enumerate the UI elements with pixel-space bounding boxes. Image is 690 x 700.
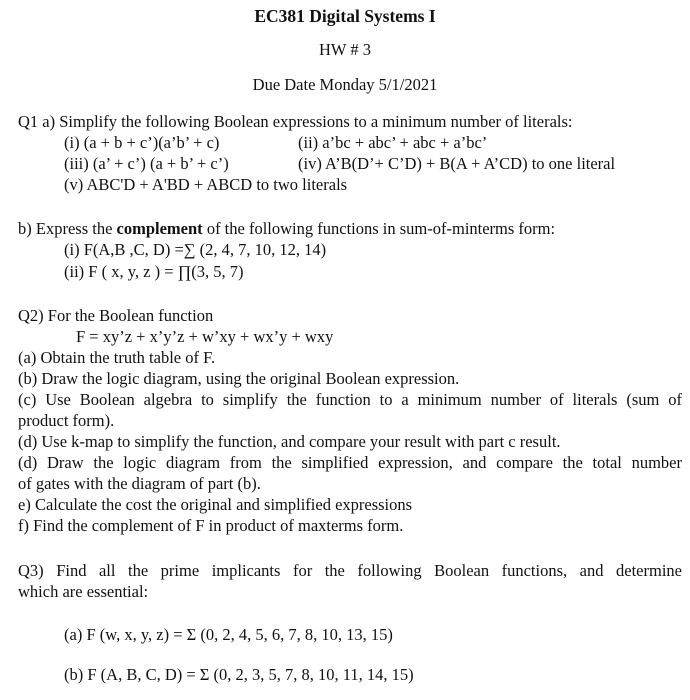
q1a-intro: Q1 a) Simplify the following Boolean expressions to a minimum number of literals: [18,112,573,131]
q2-function: F = xy’z + x’y’z + w’xy + wx’y + wxy [76,327,334,346]
q1a-item-i: (i) (a + b + c’)(a’b’ + c) [64,133,220,152]
q2-part-d2-line2: of gates with the diagram of part (b). [18,474,261,493]
q1b-prefix: b) Express the [18,219,117,238]
q2-part-c-line1: (c) Use Boolean algebra to simplify the function to a minimum number of literals (sum of [18,390,682,409]
q2-intro: Q2) For the Boolean function [18,306,214,325]
q1a-item-iv: (iv) A’B(D’+ C’D) + B(A + A’CD) to one literal [298,154,616,173]
q2-part-d1: (d) Use k-map to simplify the function, and compare your result with part c result. [18,432,561,451]
q1a-item-ii: (ii) a’bc + abc’ + abc + a’bc’ [298,133,488,152]
q2-part-e: e) Calculate the cost the original and simplified expressions [18,495,413,514]
q2-part-c-line2: product form). [18,411,115,430]
document-title: EC381 Digital Systems I [254,6,436,26]
q1b-complement-bold: complement [116,219,203,238]
q1b-intro [18,219,555,239]
q3-intro-line1: Q3) Find all the prime implicants for the following Boolean functions, and determine [18,561,682,580]
q3-intro-line2: which are essential: [18,582,149,601]
due-date: Due Date Monday 5/1/2021 [252,75,438,94]
q2-part-f: f) Find the complement of F in product of maxterms form. [18,516,404,535]
q1b-item-ii: (ii) F ( x, y, z ) = ∏(3, 5, 7) [64,262,244,281]
homework-number: HW # 3 [319,40,371,59]
q3-part-a: (a) F (w, x, y, z) = Σ (0, 2, 4, 5, 6, 7, 8, 10, 13, 15) [64,625,393,644]
q1a-item-v: (v) ABC'D + A'BD + ABCD to two literals [64,175,348,194]
q3-part-b: (b) F (A, B, C, D) = Σ (0, 2, 3, 5, 7, 8, 10, 11, 14, 15) [64,665,414,684]
q1b-suffix: of the following functions in sum-of-minterms form: [202,219,556,238]
q1b-item-i: (i) F(A,B ,C, D) =∑ (2, 4, 7, 10, 12, 14) [64,240,327,259]
q2-part-b: (b) Draw the logic diagram, using the original Boolean expression. [18,369,460,388]
q2-part-a: (a) Obtain the truth table of F. [18,348,216,367]
q2-part-d2-line1: (d) Draw the logic diagram from the simplified expression, and compare the total number [18,453,682,472]
q1a-item-iii: (iii) (a’ + c’) (a + b’ + c’) [64,154,229,173]
